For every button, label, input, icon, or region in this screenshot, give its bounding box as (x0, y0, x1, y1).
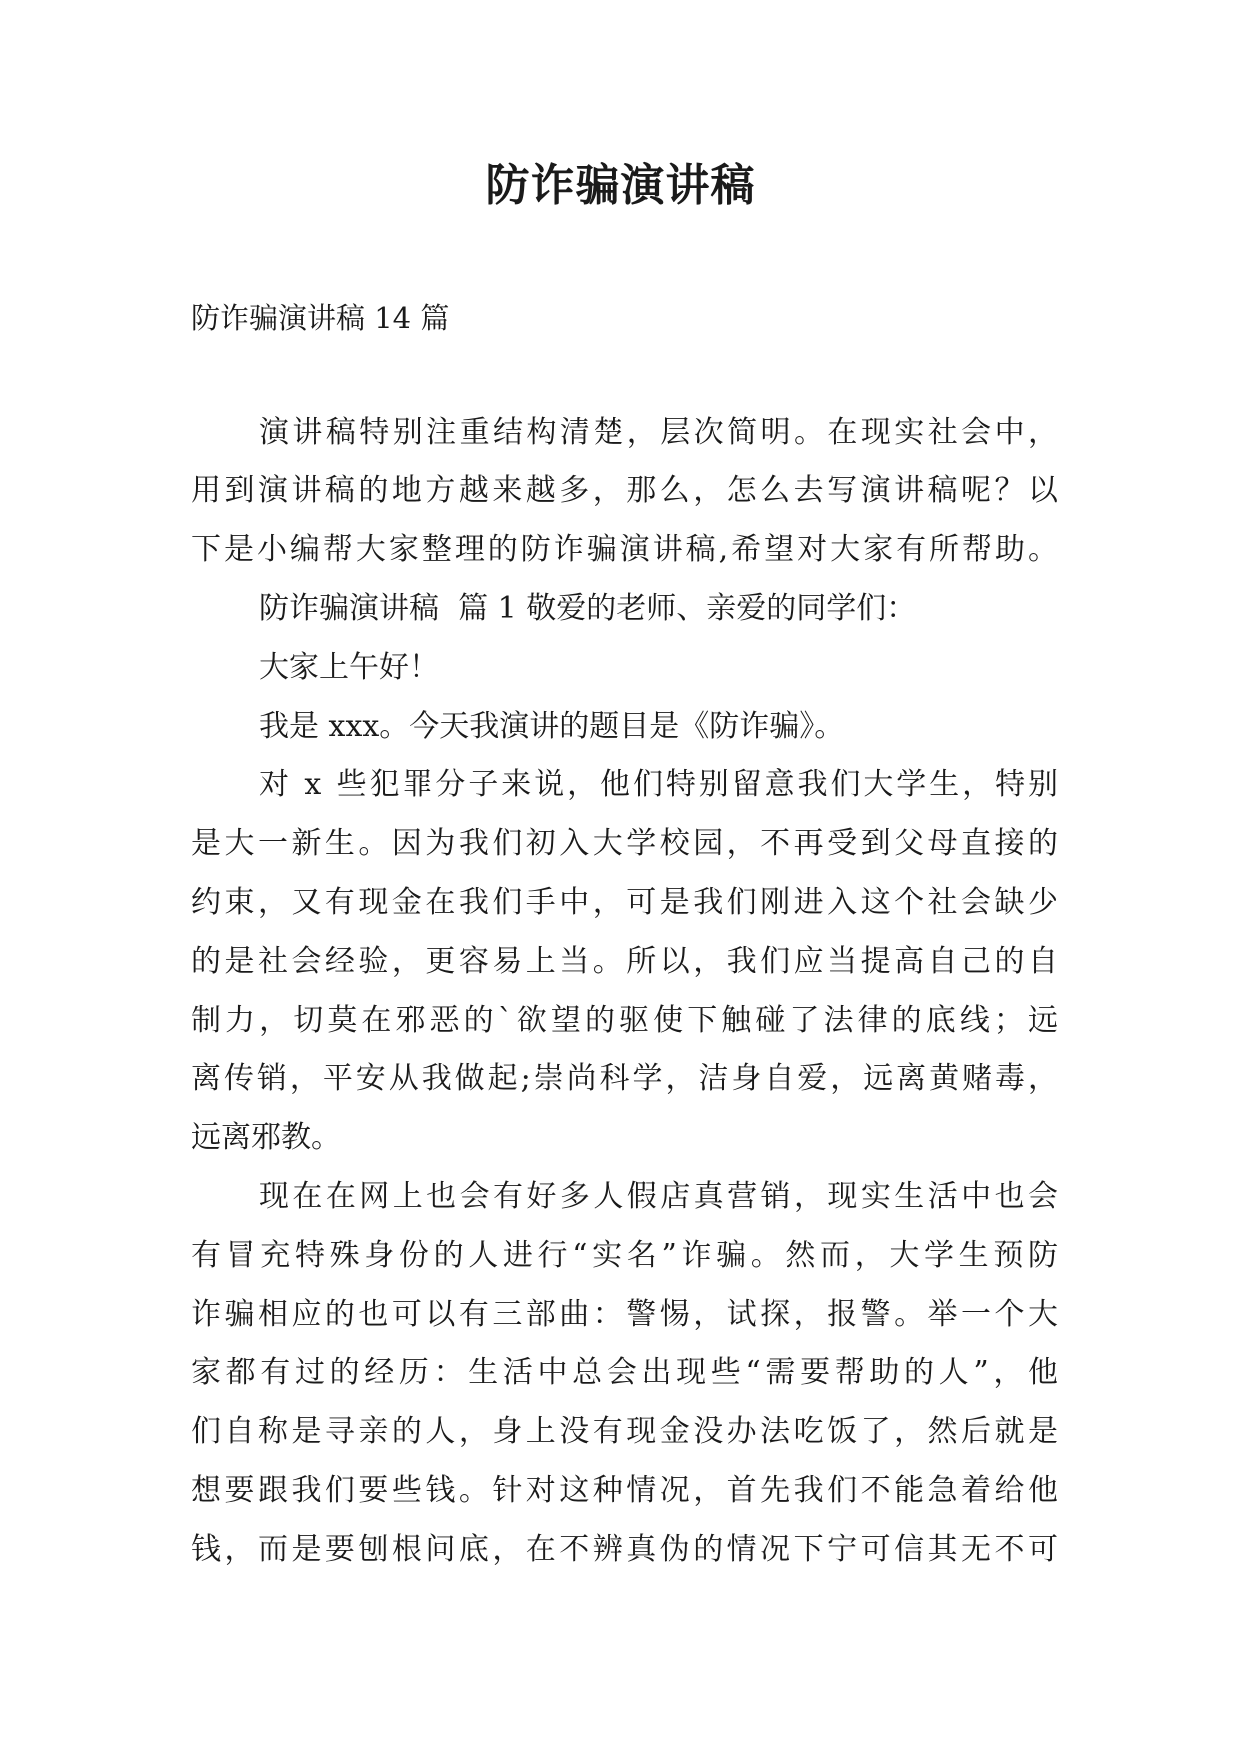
line-text: 想要跟我们要些钱。针对这种情况，首先我们不能急着给他 (191, 1472, 1062, 1508)
line-text: 远离邪教。 (191, 1120, 341, 1156)
paragraph-line (191, 1521, 1062, 1580)
paragraph-line (191, 1403, 1062, 1462)
paragraph-line (191, 1344, 1063, 1403)
line-text: 下是小编帮大家整理的防诈骗演讲稿,希望对大家有所帮助。 (191, 532, 1061, 568)
paragraph-line (191, 580, 1058, 639)
document-title: 防诈骗演讲稿 (485, 160, 756, 211)
document-body (191, 404, 1063, 1580)
line-text: 我是 xxx。今天我演讲的题目是《防诈骗》。 (259, 708, 845, 744)
paragraph-line (191, 698, 1058, 757)
line-text: 的是社会经验，更容易上当。所以，我们应当提高自己的自 (191, 943, 1062, 979)
line-text: 是大一新生。因为我们初入大学校园，不再受到父母直接的 (191, 826, 1062, 862)
line-text: 演讲稿特别注重结构清楚，层次简明。在现实社会中， (259, 414, 1062, 450)
paragraph-line (191, 1168, 1062, 1227)
line-text: 对 x 些犯罪分子来说，他们特别留意我们大学生，特别 (259, 767, 1061, 803)
line-text: 钱，而是要刨根问底，在不辨真伪的情况下宁可信其无不可 (191, 1531, 1062, 1567)
paragraph-line (191, 1050, 1061, 1109)
paragraph-line (191, 462, 1062, 521)
line-text: 们自称是寻亲的人，身上没有现金没办法吃饭了，然后就是 (191, 1414, 1062, 1450)
line-text: 诈骗相应的也可以有三部曲：警惕，试探，报警。举一个大 (191, 1296, 1062, 1332)
paragraph-line (191, 404, 1062, 463)
paragraph-line (191, 1227, 1063, 1286)
paragraph-line (191, 756, 1061, 815)
line-text: 约束，又有现金在我们手中，可是我们刚进入这个社会缺少 (191, 884, 1062, 920)
line-text: 用到演讲稿的地方越来越多，那么，怎么去写演讲稿呢？以 (191, 473, 1062, 509)
paragraph-line (191, 933, 1062, 992)
paragraph-line (191, 1109, 1058, 1168)
line-text: 防诈骗演讲稿 篇 1 敬爱的老师、亲爱的同学们： (259, 590, 917, 626)
paragraph-line (191, 521, 1061, 580)
line-text: 家都有过的经历：生活中总会出现些“需要帮助的人”，他 (191, 1355, 1063, 1391)
paragraph-line (191, 1462, 1062, 1521)
paragraph-line (191, 1286, 1062, 1345)
line-text: 现在在网上也会有好多人假店真营销，现实生活中也会 (259, 1178, 1062, 1214)
paragraph-line (191, 815, 1062, 874)
line-text: 有冒充特殊身份的人进行“实名”诈骗。然而，大学生预防 (191, 1237, 1063, 1273)
line-text: 离传销，平安从我做起;崇尚科学，洁身自爱，远离黄赌毒， (191, 1061, 1061, 1097)
paragraph-line (191, 639, 1058, 698)
paragraph-line (191, 992, 1063, 1051)
line-text: 制力，切莫在邪恶的`欲望的驱使下触碰了法律的底线；远 (191, 1002, 1063, 1038)
document-subtitle: 防诈骗演讲稿 14 篇 (191, 301, 450, 335)
paragraph-line (191, 874, 1062, 933)
line-text: 大家上午好！ (259, 649, 439, 685)
